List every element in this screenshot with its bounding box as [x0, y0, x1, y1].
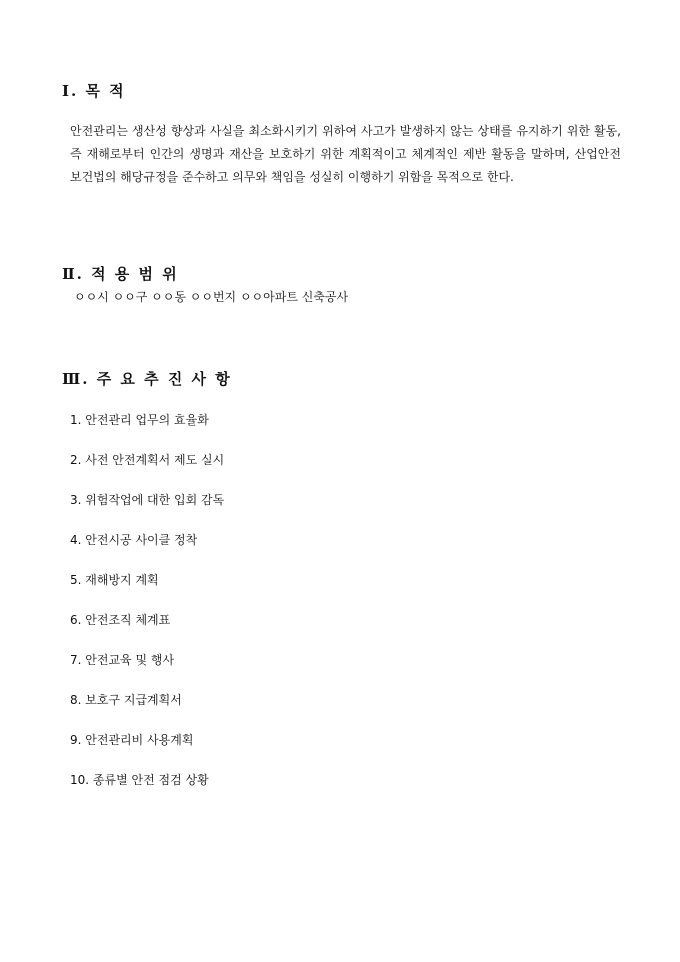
- list-item: 1. 안전관리 업무의 효율화: [70, 413, 209, 427]
- list-item: 5. 재해방지 계획: [70, 573, 159, 587]
- list-item: 2. 사전 안전계획서 제도 실시: [70, 453, 225, 467]
- list-item: 8. 보호구 지급계획서: [70, 693, 182, 707]
- section-heading-main-items: Ⅲ. 주 요 추 진 사 항: [62, 370, 232, 388]
- purpose-paragraph: 안전관리는 생산성 향상과 사실을 최소화시키기 위하여 사고가 발생하지 않는 상태를 유지하기 위한 활동, 즉 재해로부터 인간의 생명과 재산을 보호하기 위한 계획적이고 체계적인 제반 활동을 말하며, 산업안전 보건법의 해당규정을 준수하고 의무와 책임을 성실히 이행하기 위함을 목적으로 한다.: [70, 124, 621, 184]
- list-item: 7. 안전교육 및 행사: [70, 653, 175, 667]
- list-item: 6. 안전조직 체계표: [70, 613, 171, 627]
- list-item: 9. 안전관리비 사용계획: [70, 733, 194, 747]
- list-item: 10. 종류별 안전 점검 상황: [70, 773, 209, 787]
- section-heading-scope: Ⅱ. 적 용 범 위: [62, 265, 179, 283]
- section-heading-purpose: Ⅰ. 목 적: [62, 82, 126, 100]
- list-item: 4. 안전시공 사이클 정착: [70, 533, 198, 547]
- main-items-list: [70, 410, 224, 810]
- list-item: 3. 위험작업에 대한 입회 감독: [70, 493, 225, 507]
- scope-text: ㅇㅇ시 ㅇㅇ구 ㅇㅇ동 ㅇㅇ번지 ㅇㅇ아파트 신축공사: [74, 290, 349, 304]
